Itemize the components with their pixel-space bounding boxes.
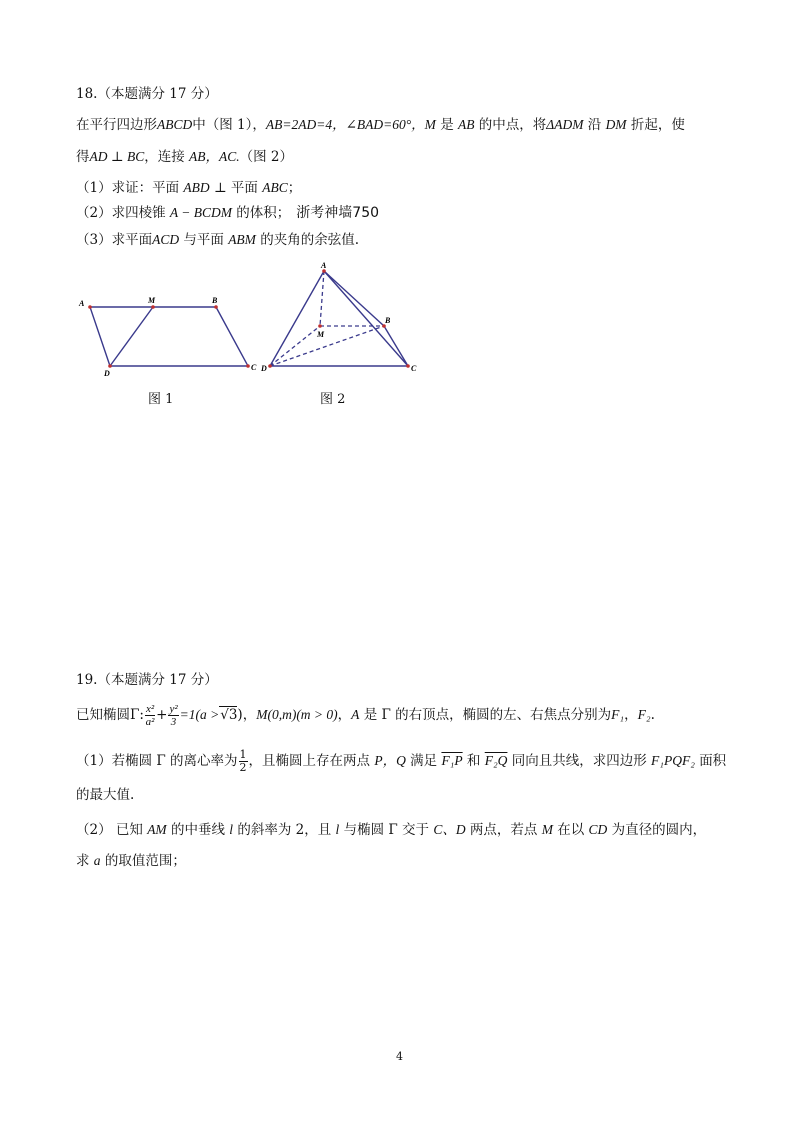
- vector-f2q: F₂Q: [484, 753, 508, 768]
- text: 在平行四边形: [76, 117, 157, 133]
- text: P，Q: [374, 753, 406, 768]
- q19-part1-line2: 的最大值.: [76, 787, 135, 803]
- text: ACD: [152, 232, 180, 247]
- text: 是: [440, 117, 454, 133]
- q19-part2-line2: [76, 851, 186, 871]
- text: 沿: [587, 117, 602, 133]
- text: 与椭圆 Γ 交于: [343, 822, 430, 838]
- text: ；: [287, 180, 302, 196]
- text: 中（图 1），: [192, 117, 266, 133]
- text: 两点，若点: [469, 822, 538, 838]
- text: 满足: [410, 753, 438, 769]
- text: A − BCDM: [169, 205, 232, 220]
- text: （图 2）: [239, 149, 294, 165]
- text: .: [650, 707, 655, 723]
- text: C、D: [433, 822, 466, 837]
- text: l: [335, 822, 340, 837]
- text: DM: [605, 117, 627, 132]
- label-b: B: [385, 316, 391, 325]
- label-a: A: [321, 261, 327, 270]
- text: F₂: [637, 707, 651, 722]
- q19-statement: [76, 700, 655, 730]
- text: AB，AC.: [189, 149, 240, 164]
- text: AM: [147, 822, 167, 837]
- text: 的夹角的余弦值.: [260, 232, 360, 248]
- q18-part2: [76, 203, 379, 223]
- text: 的中垂线: [170, 822, 225, 838]
- text: ，: [242, 707, 257, 723]
- text: ): [237, 707, 243, 723]
- text: F₁: [611, 707, 625, 722]
- q18-statement-line2: [76, 147, 293, 167]
- q19-header: 19.（本题满分 17 分）: [76, 672, 218, 688]
- point-c: [246, 364, 250, 368]
- segment-bc: [384, 326, 408, 366]
- text: √3: [220, 707, 238, 723]
- text: ，: [624, 707, 638, 723]
- text: （1）若椭圆 Γ 的离心率为: [76, 753, 238, 769]
- text: x²: [145, 703, 155, 715]
- point-m: [151, 305, 155, 309]
- text: 已知椭圆: [76, 707, 130, 723]
- q18-header: 18.（本题满分 17 分）: [76, 86, 218, 102]
- text: :: [139, 707, 144, 723]
- text: 3: [170, 716, 177, 728]
- text: ABD: [183, 180, 210, 195]
- text: （2） 已知: [76, 822, 143, 838]
- label-m: M: [317, 330, 325, 339]
- text: 与平面: [183, 232, 224, 248]
- text: M: [541, 822, 553, 837]
- text: 面积: [699, 753, 727, 769]
- text: ，: [337, 707, 352, 723]
- text: 2: [239, 761, 247, 774]
- text: ⊥ 平面: [213, 180, 258, 196]
- text: CD: [588, 822, 608, 837]
- text: 和: [466, 753, 481, 769]
- fraction-y: [168, 703, 178, 728]
- text: 是 Γ 的右顶点，椭圆的左、右焦点分别为: [363, 707, 612, 723]
- figure2-caption: 图 2: [320, 392, 346, 407]
- text: ，且椭圆上存在两点: [248, 753, 371, 769]
- q18-statement-line1: [76, 115, 685, 135]
- vector-f1p: F₁P: [441, 753, 463, 768]
- text: （1）求证：平面: [76, 180, 180, 196]
- text: AB=2AD=4，∠BAD=60°，M: [265, 117, 436, 132]
- text: 1: [239, 748, 247, 761]
- q18-part3: [76, 230, 359, 250]
- label-c: C: [411, 364, 417, 373]
- text: M(0,m)(m > 0): [256, 707, 338, 722]
- point-a: [88, 305, 92, 309]
- text: ΔADM: [546, 117, 584, 132]
- text: =1(a >: [179, 707, 220, 722]
- text: ABC: [262, 180, 288, 195]
- text: 的体积；: [236, 205, 291, 221]
- figure1-parallelogram: [70, 290, 270, 385]
- text: a: [93, 853, 101, 868]
- point-b: [214, 305, 218, 309]
- segment-ad: [270, 271, 324, 366]
- fraction-one-half: [239, 749, 248, 774]
- text: 的斜率为 2，且: [237, 822, 332, 838]
- page-number: 4: [396, 1050, 403, 1063]
- parallelogram-outline: [90, 307, 248, 366]
- label-b: B: [212, 296, 218, 305]
- segment-dm-dashed: [270, 326, 320, 366]
- label-d: D: [104, 369, 110, 378]
- label-d: D: [261, 364, 267, 373]
- text: Γ: [130, 707, 140, 723]
- text: 在以: [557, 822, 585, 838]
- text: 的中点，将: [478, 117, 547, 133]
- text: 得: [76, 149, 90, 165]
- text: y²: [169, 703, 178, 715]
- text: 求: [76, 853, 90, 869]
- text: （2）求四棱锥: [76, 205, 166, 221]
- q19-part1: [76, 746, 726, 776]
- point-c: [406, 364, 410, 368]
- text: A: [351, 707, 360, 722]
- watermark-text: 浙考神墙750: [296, 205, 380, 221]
- text: ABCD: [157, 117, 193, 132]
- text: l: [229, 822, 234, 837]
- text: ABM: [228, 232, 256, 247]
- label-a: A: [79, 299, 85, 308]
- segment-db-dashed: [270, 326, 384, 366]
- text: 同向且共线，求四边形: [511, 753, 647, 769]
- point-d: [268, 364, 272, 368]
- fraction-x: [145, 703, 155, 728]
- segment-am-dashed: [320, 271, 324, 326]
- label-c: C: [251, 363, 257, 372]
- segment-ab: [324, 271, 384, 326]
- point-d: [108, 364, 112, 368]
- text: 为直径的圆内，: [611, 822, 707, 838]
- text: AD ⊥ BC: [89, 149, 145, 164]
- text: 折起，使: [630, 117, 685, 133]
- segment-dm: [110, 307, 153, 366]
- text: ，连接: [144, 149, 185, 165]
- point-m: [318, 324, 322, 328]
- text: F₁PQF₂: [651, 753, 695, 768]
- label-m: M: [148, 296, 156, 305]
- figure1-caption: 图 1: [148, 392, 174, 407]
- text: +: [156, 707, 168, 723]
- text: AB: [458, 117, 475, 132]
- figure2-pyramid: [258, 258, 428, 383]
- text: （3）求平面: [76, 232, 153, 248]
- text: 的取值范围；: [104, 853, 186, 869]
- segment-ac: [324, 271, 408, 366]
- q19-part2: [76, 820, 706, 840]
- text: a²: [145, 716, 155, 728]
- q18-part1: [76, 178, 301, 198]
